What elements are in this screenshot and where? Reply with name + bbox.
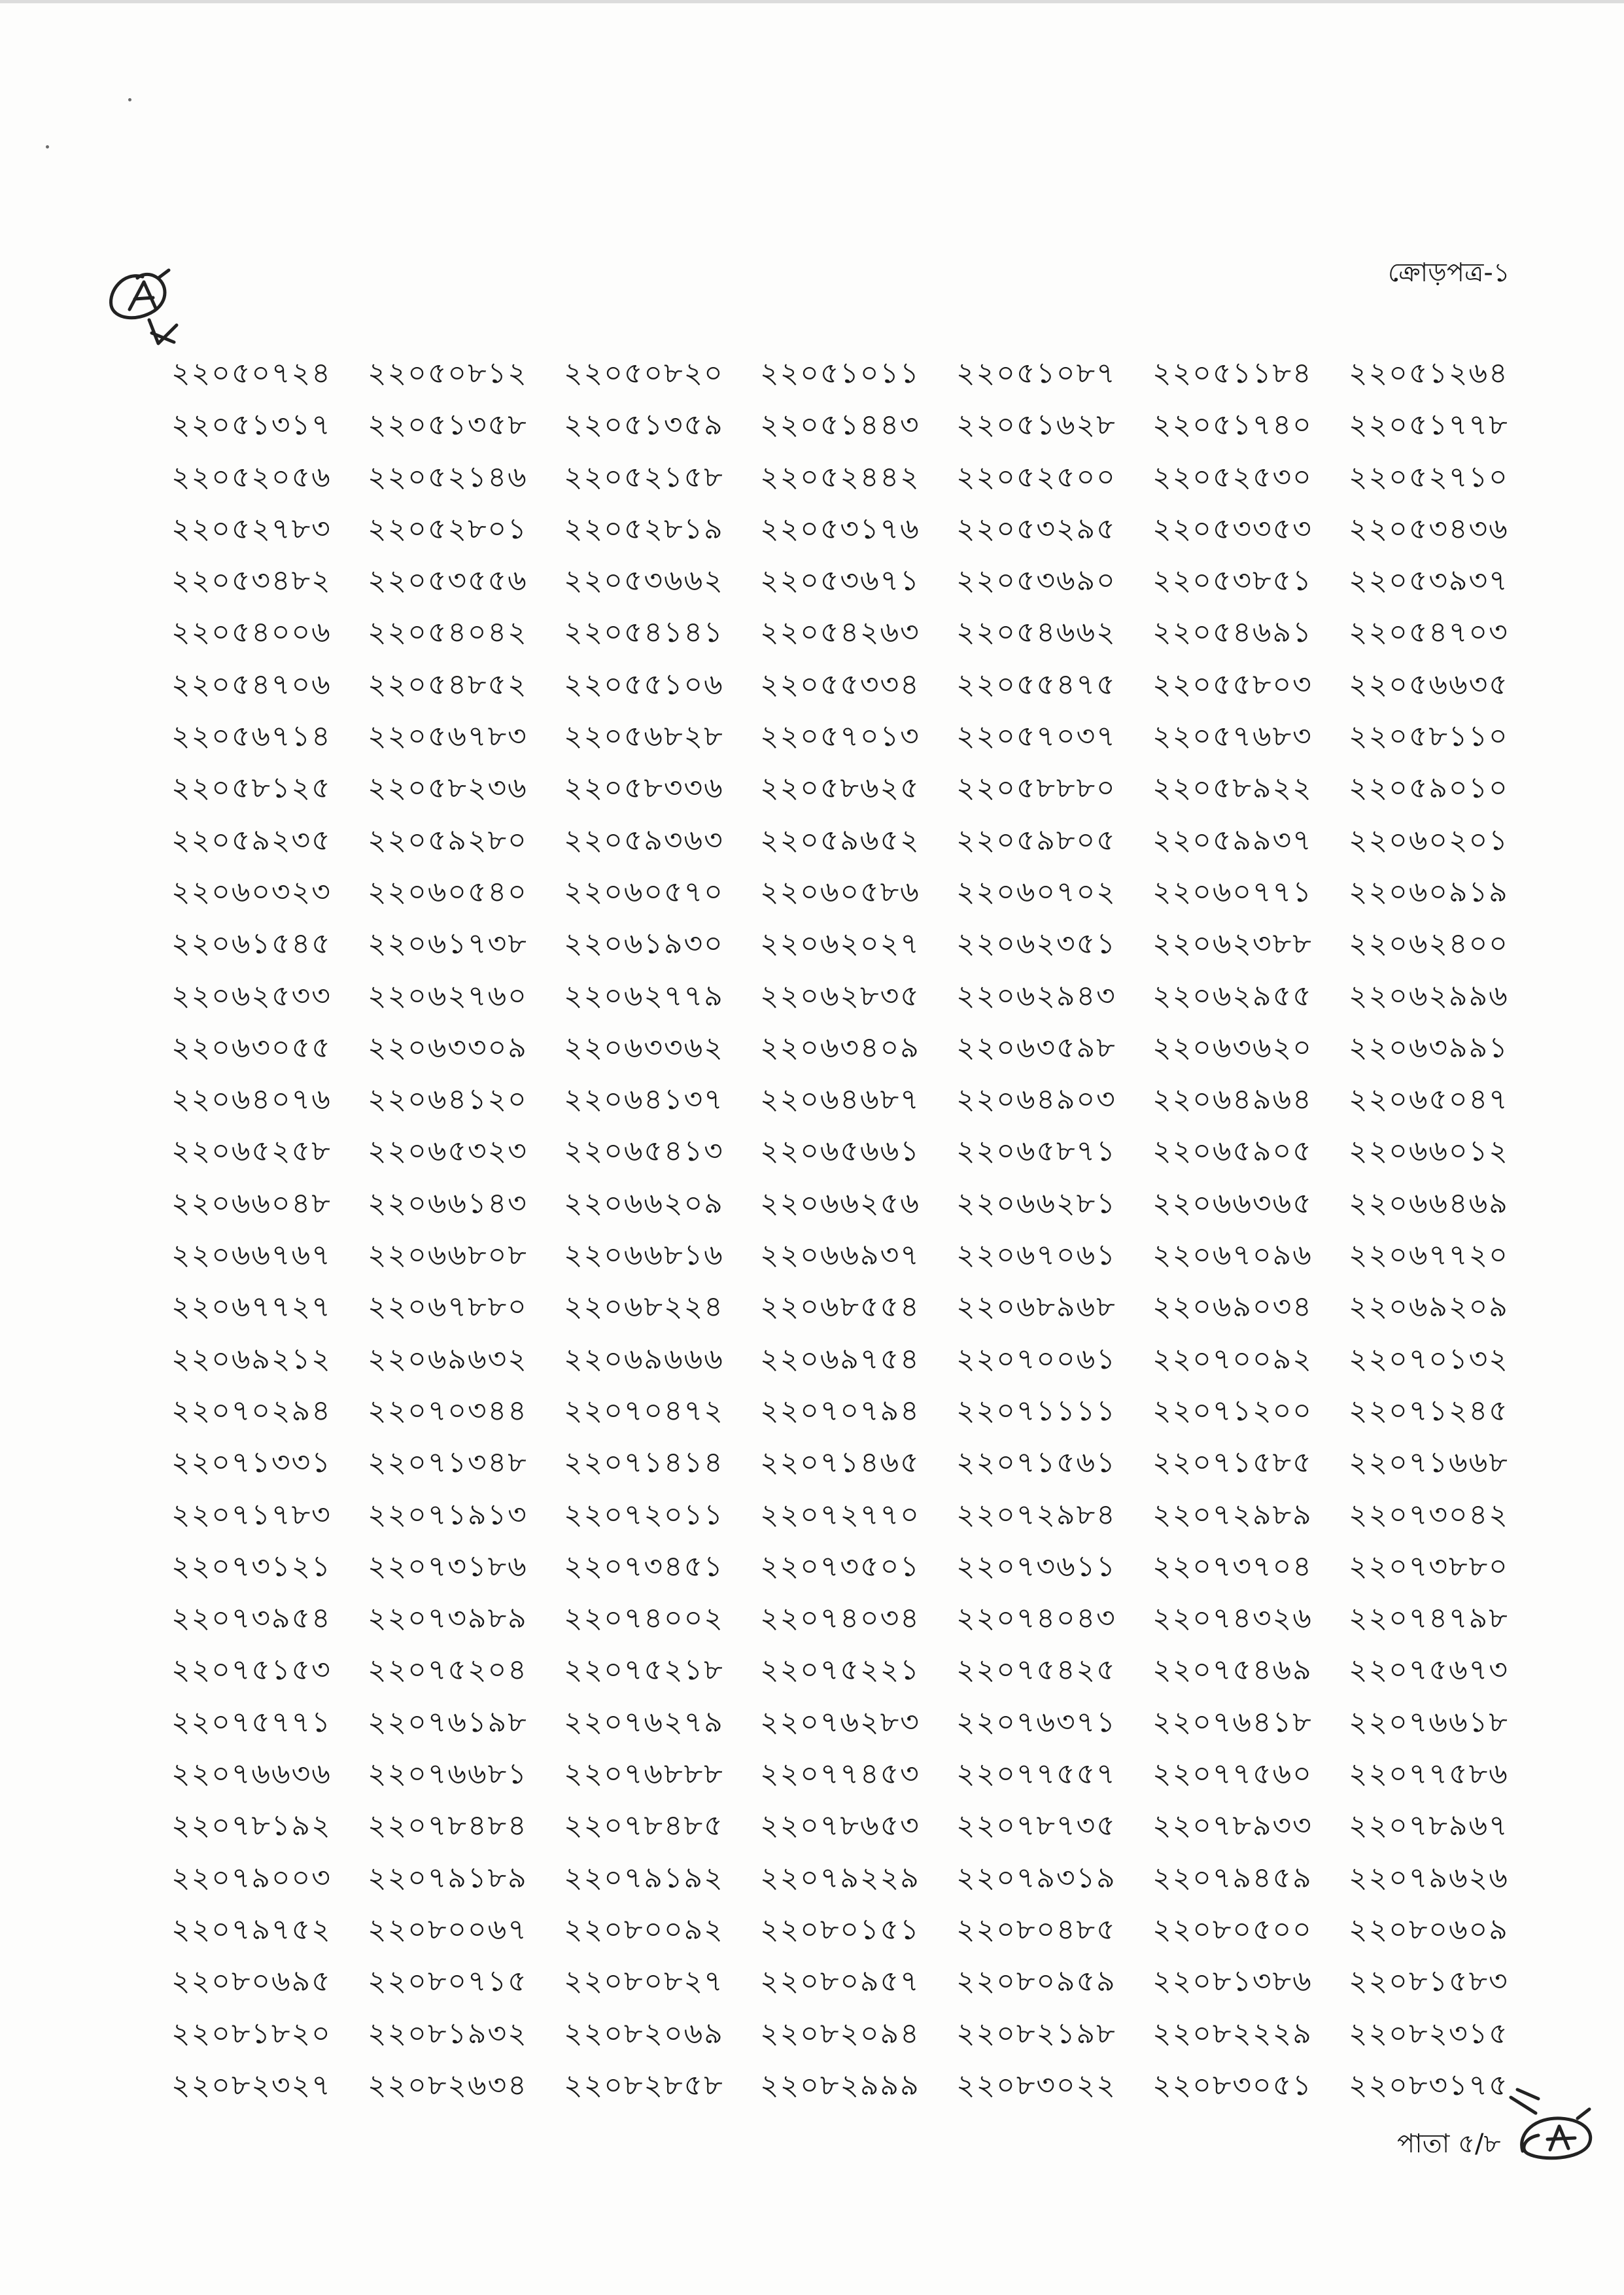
roll-number: ২২০৫২১৫৮ [564,460,724,494]
roll-number: ২২০৭১৪১৪ [564,1446,724,1480]
roll-number: ২২০৭৮৪৮৫ [564,1809,724,1843]
roll-number: ২২০৭৮৯৩৩ [1152,1809,1313,1843]
roll-number: ২২০৬১৯৩০ [564,927,724,961]
roll-number: ২২০৭৯১৮৯ [368,1861,528,1895]
roll-number: ২২০৬২৭৬০ [368,979,528,1013]
roll-number: ২২০৫৪৭০৬ [171,667,332,701]
roll-number: ২২০৭৩৭০৪ [1152,1549,1313,1583]
roll-number: ২২০৫৮৩৩৬ [564,771,724,805]
roll-number: ২২০৫৩৬৭১ [760,564,920,598]
roll-number: ২২০৭৯২২৯ [760,1861,920,1895]
roll-number: ২২০৫৯০১০ [1349,771,1509,805]
roll-number: ২২০৭৩৯৫৪ [171,1602,332,1636]
roll-number: ২২০৫১৭৭৮ [1349,408,1509,442]
roll-number: ২২০৭৮৯৬৭ [1349,1809,1509,1843]
roll-number: ২২০৬০৫৪০ [368,875,528,909]
roll-number: ২২০৬৬২৮১ [956,1186,1116,1220]
roll-number: ২২০৭৩৫০১ [760,1549,920,1583]
roll-number: ২২০৫৯২৩৫ [171,823,332,857]
roll-number: ২২০৭২৭৭০ [760,1498,920,1532]
roll-number: ২২০৮২৬৩৪ [368,2068,528,2102]
roll-number: ২২০৫৬৮২৮ [564,720,724,754]
roll-number: ২২০৬৪১২০ [368,1083,528,1117]
roll-number: ২২০৮১৯৩২ [368,2016,528,2050]
roll-number: ২২০৭১১১১ [956,1393,1116,1428]
roll-number: ২২০৭৬৬৮১ [368,1757,528,1791]
roll-number: ২২০৫৪৬৯১ [1152,616,1313,650]
roll-number: ২২০৭৩৯৮৯ [368,1602,528,1636]
roll-number: ২২০৫২৭১০ [1349,460,1509,494]
roll-number: ২২০৫৩৮৫১ [1152,564,1313,598]
roll-number: ২২০৭৬৮৮৮ [564,1757,724,1791]
roll-number: ২২০৮০৯৫৭ [760,1965,920,1999]
roll-number: ২২০৭৪০৪৩ [956,1602,1116,1636]
roll-number: ২২০৫২৫০০ [956,460,1116,494]
roll-number: ২২০৬৪৯৬৪ [1152,1083,1313,1117]
roll-number: ২২০৫৪৭০৩ [1349,616,1509,650]
roll-number: ২২০৫৩২৯৫ [956,512,1116,546]
roll-number: ২২০৫২৪৪২ [760,460,920,494]
roll-number: ২২০৬২৯৫৫ [1152,979,1313,1013]
roll-number: ২২০৭১৭৮৩ [171,1498,332,1532]
roll-number: ২২০৭৫৪২৫ [956,1653,1116,1687]
roll-number: ২২০৫৩৬৬২ [564,564,724,598]
roll-number: ২২০৭৯৬২৬ [1349,1861,1509,1895]
roll-number: ২২০৮৩০২২ [956,2068,1116,2102]
roll-number: ২২০৫৩৪৩৬ [1349,512,1509,546]
roll-number: ২২০৮১৫৮৩ [1349,1965,1509,1999]
roll-number: ২২০৬২৩৮৮ [1152,927,1313,961]
roll-number: ২২০৬২৩৫১ [956,927,1116,961]
roll-number: ২২০৬৯৭৫৪ [760,1342,920,1376]
roll-number: ২২০৬২৯৪৩ [956,979,1116,1013]
scan-top-edge [0,0,1624,3]
roll-number: ২২০৬৬২০৯ [564,1186,724,1220]
roll-number: ২২০৬০৫৮৬ [760,875,920,909]
roll-number: ২২০৫৮৬২৫ [760,771,920,805]
roll-number: ২২০৭১৫৮৫ [1152,1446,1313,1480]
roll-number: ২২০৫৭০৩৭ [956,720,1116,754]
roll-number: ২২০৮২৯৯৯ [760,2068,920,2102]
roll-number: ২২০৬৭৭২০ [1349,1238,1509,1272]
roll-number: ২২০৫২৮০১ [368,512,528,546]
roll-number: ২২০৫৮১২৫ [171,771,332,805]
roll-number: ২২০৫২৭৮৩ [171,512,332,546]
roll-number: ২২০৭৬৬১৮ [1349,1705,1509,1739]
roll-number: ২২০৬১৫৪৫ [171,927,332,961]
roll-number: ২২০৫৯২৮০ [368,823,528,857]
roll-number: ২২০৭০৭৯৪ [760,1393,920,1428]
roll-number: ২২০৭২০১১ [564,1498,724,1532]
roll-number: ২২০৮৩০৫১ [1152,2068,1313,2102]
roll-number: ২২০৬৮৯৬৮ [956,1290,1116,1324]
roll-number: ২২০৫৯৩৬৩ [564,823,724,857]
roll-number: ২২০৮০৫০০ [1152,1912,1313,1946]
roll-number: ২২০৮০৯৫৯ [956,1965,1116,1999]
roll-number: ২২০৭৪০৩৪ [760,1602,920,1636]
roll-number: ২২০৭৯১৯২ [564,1861,724,1895]
roll-number: ২২০৫১১৮৪ [1152,357,1313,390]
roll-number: ২২০৭৩৪৫১ [564,1549,724,1583]
roll-number: ২২০৬৯০৩৪ [1152,1290,1313,1324]
roll-number: ২২০৫১৩১৭ [171,408,332,442]
roll-number: ২২০৫৪৮৫২ [368,667,528,701]
roll-number: ২২০৬৩৯৯১ [1349,1030,1509,1064]
roll-number: ২২০৫৪৬৬২ [956,616,1116,650]
roll-number: ২২০৭৭৫৫৭ [956,1757,1116,1791]
roll-number: ২২০৬৬২৫৬ [760,1186,920,1220]
roll-number: ২২০৮১৮২০ [171,2016,332,2050]
roll-number: ২২০৫৮১১০ [1349,720,1509,754]
roll-number: ২২০৫৪০৪২ [368,616,528,650]
roll-number: ২২০৬০৫৭০ [564,875,724,909]
roll-number-grid [171,347,1545,2111]
roll-number: ২২০৫২৮১৯ [564,512,724,546]
roll-number: ২২০৫৬৭৮৩ [368,720,528,754]
roll-number: ২২০৫৩৫৫৬ [368,564,528,598]
roll-number: ২২০৭০৪৭২ [564,1393,724,1428]
roll-number: ২২০৬৩৬২০ [1152,1030,1313,1064]
roll-number: ২২০৭১৯১৩ [368,1498,528,1532]
roll-number: ২২০৫৮২৩৬ [368,771,528,805]
roll-number: ২২০৫৩১৭৬ [760,512,920,546]
roll-number: ২২০৫৫৩৩৪ [760,667,920,701]
roll-number: ২২০৭৫৪৬৯ [1152,1653,1313,1687]
roll-number: ২২০৭৪৭৯৮ [1349,1602,1509,1636]
roll-number: ২২০৮২০৬৯ [564,2016,724,2050]
scan-speck [46,145,49,149]
roll-number: ২২০৬০২০১ [1349,823,1509,857]
roll-number: ২২০৫১০১১ [760,357,920,390]
roll-number: ২২০৭২৯৮৪ [956,1498,1116,1532]
roll-number: ২২০৬০৩২৩ [171,875,332,909]
roll-number: ২২০৬২৭৭৯ [564,979,724,1013]
signature-mark-top [103,265,195,360]
roll-number: ২২০৭৫৭৭১ [171,1705,332,1739]
roll-number: ২২০৬৬৩৬৫ [1152,1186,1313,1220]
roll-number: ২২০৬৬৭৬৭ [171,1238,332,1272]
roll-number: ২২০৭৫১৫৩ [171,1653,332,1687]
roll-number: ২২০৬৫৩২৩ [368,1134,528,1168]
roll-number: ২২০৫৪০০৬ [171,616,332,650]
roll-number: ২২০৬৩০৫৫ [171,1030,332,1064]
roll-number: ২২০৭১৩৩১ [171,1446,332,1480]
roll-number: ২২০৭৪০০২ [564,1602,724,1636]
roll-number: ২২০৫১২৬৪ [1349,357,1509,390]
roll-number: ২২০৬৬৮১৬ [564,1238,724,1272]
roll-number: ২২০৭০২৯৪ [171,1393,332,1428]
roll-number: ২২০৫৩৩৫৩ [1152,512,1313,546]
roll-number: ২২০৮২০৯৪ [760,2016,920,2050]
roll-number: ২২০৭৩০৪২ [1349,1498,1509,1532]
roll-number: ২২০৬৩৩৬২ [564,1030,724,1064]
roll-number: ২২০৫০৭২৪ [171,357,332,390]
signature-mark-bottom [1504,2073,1602,2171]
roll-number: ২২০৬৬০১২ [1349,1134,1509,1168]
roll-number: ২২০৬৩৪০৯ [760,1030,920,1064]
roll-number: ২২০৬৯২১২ [171,1342,332,1376]
roll-number: ২২০৫১৩৫৯ [564,408,724,442]
roll-number: ২২০৫১৪৪৩ [760,408,920,442]
roll-number: ২২০৬৩৩০৯ [368,1030,528,1064]
roll-number: ২২০৫৬৭১৪ [171,720,332,754]
roll-number: ২২০৭০১৩২ [1349,1342,1509,1376]
roll-number: ২২০৫৬৬৩৫ [1349,667,1509,701]
roll-number: ২২০৮২২২৯ [1152,2016,1313,2050]
roll-number: ২২০৫০৮১২ [368,357,528,390]
roll-number: ২২০৬২৫৩৩ [171,979,332,1013]
roll-number: ২২০৫৮৯২২ [1152,771,1313,805]
roll-number: ২২০৫২০৫৬ [171,460,332,494]
roll-number: ২২০৭০৩৪৪ [368,1393,528,1428]
roll-number: ২২০৭৪৩২৬ [1152,1602,1313,1636]
roll-number: ২২০৬৪৯০৩ [956,1083,1116,1117]
roll-number: ২২০৭০০৬১ [956,1342,1116,1376]
roll-number: ২২০৮২৮৫৮ [564,2068,724,2102]
roll-number: ২২০৬৫৮৭১ [956,1134,1116,1168]
roll-number: ২২০৭১২০০ [1152,1393,1313,1428]
roll-number: ২২০৮২৩২৭ [171,2068,332,2102]
roll-number: ২২০৬০৭০২ [956,875,1116,909]
roll-number: ২২০৬২৯৯৬ [1349,979,1509,1013]
roll-number: ২২০৭৫২১৮ [564,1653,724,1687]
roll-number: ২২০৭২৯৮৯ [1152,1498,1313,1532]
roll-number: ২২০৮১৩৮৬ [1152,1965,1313,1999]
roll-number: ২২০৭৭৫৮৬ [1349,1757,1509,1791]
roll-number: ২২০৭৬৩৭১ [956,1705,1116,1739]
roll-number: ২২০৬৬০৪৮ [171,1186,332,1220]
roll-number: ২২০৭৮৪৮৪ [368,1809,528,1843]
roll-number: ২২০৭৩১২১ [171,1549,332,1583]
roll-number: ২২০৭১৪৬৫ [760,1446,920,1480]
roll-number: ২২০৬৬১৪৩ [368,1186,528,1220]
roll-number: ২২০৬২৮৩৫ [760,979,920,1013]
roll-number: ২২০৬০৭৭১ [1152,875,1313,909]
roll-number: ২২০৮০৪৮৫ [956,1912,1116,1946]
roll-number: ২২০৬৯৬৬৬ [564,1342,724,1376]
roll-number: ২২০৬০৯১৯ [1349,875,1509,909]
roll-number: ২২০৮০৮২৭ [564,1965,724,1999]
roll-number: ২২০৬৬৯৩৭ [760,1238,920,1272]
roll-number: ২২০৫৫৮০৩ [1152,667,1313,701]
roll-number: ২২০৫৫৪৭৫ [956,667,1116,701]
roll-number: ২২০৬৯২০৯ [1349,1290,1509,1324]
roll-number: ২২০৬৪১৩৭ [564,1083,724,1117]
roll-number: ২২০৫৩৬৯০ [956,564,1116,598]
roll-number: ২২০৭৩১৮৬ [368,1549,528,1583]
roll-number: ২২০৫১০৮৭ [956,357,1116,390]
roll-number: ২২০৫৫১০৬ [564,667,724,701]
page-number-label: পাতা ৫/৮ [1397,2129,1501,2159]
roll-number: ২২০৫৩৪৮২ [171,564,332,598]
roll-number: ২২০৭৬১৯৮ [368,1705,528,1739]
roll-number: ২২০৫২৫৩০ [1152,460,1313,494]
roll-number: ২২০৭১৩৪৮ [368,1446,528,1480]
roll-number: ২২০৫৯৯৩৭ [1152,823,1313,857]
roll-number: ২২০৫৪১৪১ [564,616,724,650]
roll-number: ২২০৭৮৭৩৫ [956,1809,1116,1843]
roll-number: ২২০৭০০৯২ [1152,1342,1313,1376]
roll-number: ২২০৭১৬৬৮ [1349,1446,1509,1480]
roll-number: ২২০৬৮৫৫৪ [760,1290,920,1324]
roll-number: ২২০৬৯৬৩২ [368,1342,528,1376]
roll-number: ২২০৭১২৪৫ [1349,1393,1509,1428]
roll-number: ২২০৭৮১৯২ [171,1809,332,1843]
roll-number: ২২০৭৩৬১১ [956,1549,1116,1583]
roll-number: ২২০৭৯০০৩ [171,1861,332,1895]
roll-number: ২২০৭৬২৭৯ [564,1705,724,1739]
roll-number: ২২০৬৫৬৬১ [760,1134,920,1168]
roll-number: ২২০৭৫৬৭৩ [1349,1653,1509,1687]
roll-number: ২২০৬২০২৭ [760,927,920,961]
roll-number: ২২০৭৬২৮৩ [760,1705,920,1739]
roll-number: ২২০৮০৬৯৫ [171,1965,332,1999]
roll-number: ২২০৭৩৮৮০ [1349,1549,1509,1583]
annex-label: ক্রোড়পত্র-১ [1388,258,1510,288]
roll-number: ২২০৬৫২৫৮ [171,1134,332,1168]
roll-number: ২২০৫৮৮৮০ [956,771,1116,805]
roll-number: ২২০৬৬৪৬৯ [1349,1186,1509,1220]
roll-number: ২২০৭৯৩১৯ [956,1861,1116,1895]
roll-number: ২২০৬৭৭২৭ [171,1290,332,1324]
roll-number: ২২০৭৯৭৫২ [171,1912,332,1946]
roll-number: ২২০৭১৫৬১ [956,1446,1116,1480]
roll-number: ২২০৫৯৮০৫ [956,823,1116,857]
roll-number: ২২০৭৬৬৩৬ [171,1757,332,1791]
roll-number: ২২০৫৩৯৩৭ [1349,564,1509,598]
roll-number: ২২০৮২৩১৫ [1349,2016,1509,2050]
roll-number: ২২০৫০৮২০ [564,357,724,390]
roll-number: ২২০৫১৭৪০ [1152,408,1313,442]
roll-number: ২২০৮০০৬৭ [368,1912,528,1946]
roll-number: ২২০৭৯৪৫৯ [1152,1861,1313,1895]
roll-number: ২২০৫১৬২৮ [956,408,1116,442]
roll-number: ২২০৬৪০৭৬ [171,1083,332,1117]
roll-number: ২২০৭৭৫৬০ [1152,1757,1313,1791]
roll-number: ২২০৭৫২০৪ [368,1653,528,1687]
roll-number: ২২০৮০৬০৯ [1349,1912,1509,1946]
roll-number: ২২০৬৫০৪৭ [1349,1083,1509,1117]
roll-number: ২২০৬৭৮৮০ [368,1290,528,1324]
roll-number: ২২০৮০০৯২ [564,1912,724,1946]
roll-number: ২২০৬৫৪১৩ [564,1134,724,1168]
roll-number: ২২০৫৭৬৮৩ [1152,720,1313,754]
roll-number: ২২০৬২৪০০ [1349,927,1509,961]
roll-number: ২২০৬৫৯০৫ [1152,1134,1313,1168]
roll-number: ২২০৬৭০৬১ [956,1238,1116,1272]
roll-number: ২২০৫১৩৫৮ [368,408,528,442]
roll-number: ২২০৬৬৮০৮ [368,1238,528,1272]
roll-number: ২২০৭৭৪৫৩ [760,1757,920,1791]
roll-number: ২২০৭৮৬৫৩ [760,1809,920,1843]
roll-number: ২২০৫৭০১৩ [760,720,920,754]
roll-number: ২২০৬৩৫৯৮ [956,1030,1116,1064]
roll-number: ২২০৮০১৫১ [760,1912,920,1946]
roll-number: ২২০৭৫২২১ [760,1653,920,1687]
roll-number: ২২০৫৯৬৫২ [760,823,920,857]
roll-number: ২২০৬৭০৯৬ [1152,1238,1313,1272]
roll-number: ২২০৮২১৯৮ [956,2016,1116,2050]
roll-number: ২২০৬৪৬৮৭ [760,1083,920,1117]
roll-number: ২২০৭৬৪১৮ [1152,1705,1313,1739]
roll-number: ২২০৫২১৪৬ [368,460,528,494]
roll-number: ২২০৫৪২৬৩ [760,616,920,650]
roll-number: ২২০৮০৭১৫ [368,1965,528,1999]
scan-speck [128,98,131,101]
roll-number: ২২০৮৩১৭৫ [1349,2068,1509,2102]
roll-number: ২২০৬৮২২৪ [564,1290,724,1324]
roll-number: ২২০৬১৭৩৮ [368,927,528,961]
